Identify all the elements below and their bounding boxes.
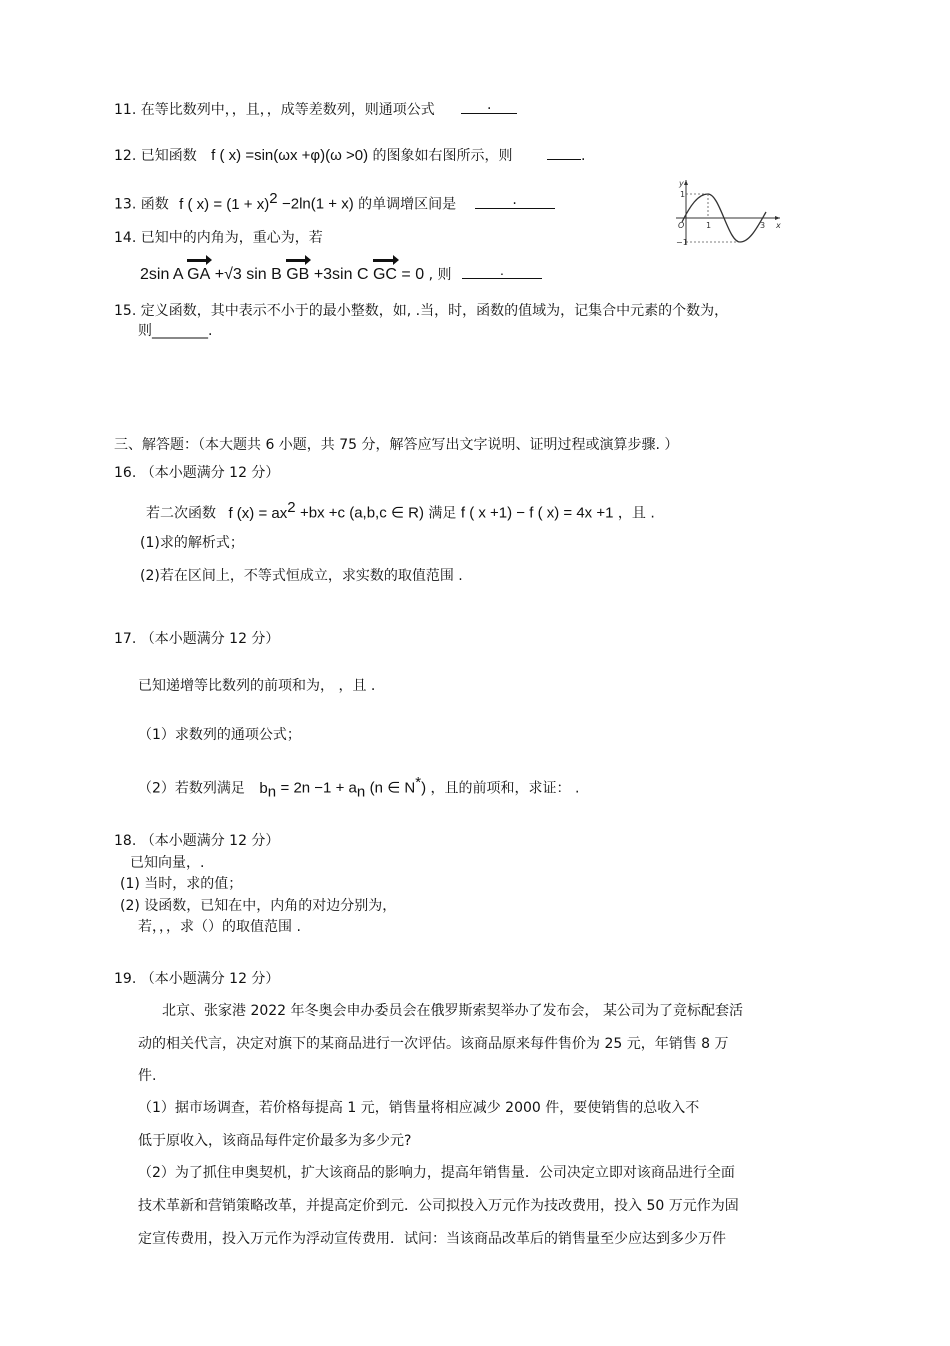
q17-part1: （1）求数列的通项公式； (138, 727, 301, 743)
y-axis-arrow (684, 180, 688, 185)
q19-line8: 定宣传费用，投入万元作为浮动宣传费用．试问：当该商品改革后的销售量至少应达到多少万件 (138, 1231, 726, 1247)
q13-suffix: 的单调增区间是 (358, 196, 457, 213)
q16-head: 16. （本小题满分 12 分） (114, 465, 280, 481)
q15-line1: 15. 定义函数，其中表示不小于的最小整数，如, .当，时，函数的值域为，记集合中元素的个数为， (114, 303, 729, 319)
q11-blank: . (461, 99, 517, 114)
q17-p2-formula: = 2n −1 + a (280, 779, 357, 797)
q17-p2-formula3: (n ∈ N (369, 779, 416, 797)
q12-formula: f ( x) =sin(ωx +φ)(ω >0) (211, 147, 369, 164)
q16-formula3: f ( x +1) − f ( x) = 4x +1 (460, 504, 614, 522)
q19-line1: 北京、张家港 2022 年冬奥会申办委员会在俄罗斯索契举办了发布会， 某公司为了竞标配套活 (162, 1003, 743, 1019)
question-11 (114, 99, 517, 120)
q14-blank: . (462, 264, 542, 279)
q19-line3: 件. (138, 1068, 157, 1084)
q17-p2-b: b (259, 779, 268, 797)
q16-part2: (2)若在区间上，不等式恒成立，求实数的取值范围 . (140, 568, 463, 584)
q19-line4: （1）据市场调查，若价格每提高 1 元，销售量将相应减少 2000 件，要使销售的总收入不 (138, 1100, 700, 1116)
q16-formula2: +bx +c (a,b,c ∈ R) (300, 504, 424, 522)
q15-line2: 则________. (138, 323, 213, 339)
q17-line1: 已知递增等比数列的前项和为， ，且 . (138, 678, 376, 694)
q18-part3: 若，，，求（）的取值范围 . (138, 919, 301, 935)
q14-equation (140, 264, 542, 285)
origin-label: O (678, 221, 685, 230)
q16-prefix: 若二次函数 (146, 505, 216, 522)
q13-formula: f ( x) = (1 + x) (179, 195, 270, 213)
q19-line6: （2）为了抓住申奥契机，扩大该商品的影响力，提高年销售量．公司决定立即对该商品进行全面 (138, 1165, 735, 1181)
q14-f3: +3sin C (313, 266, 369, 283)
q16-sup: 2 (287, 499, 296, 516)
q14-f4: = 0 (401, 266, 425, 283)
y-label: y (679, 179, 684, 188)
q19-line7: 技术革新和营销策略改革，并提高定价到元．公司拟投入万元作为技改费用，投入 50 万元作为固 (138, 1198, 739, 1214)
q11-text: 11. 在等比数列中，，且，，成等差数列，则通项公式 (114, 102, 435, 118)
y-neg-label: −1 (676, 238, 688, 247)
q16-mid: 满足 (428, 505, 457, 522)
q13-sup: 2 (269, 190, 278, 207)
section-3-heading: 三、解答题：（本大题共 6 小题，共 75 分，解答应写出文字说明、证明过程或演算步骤. ） (114, 437, 679, 453)
y-pos-label: 1 (680, 190, 686, 199)
q12-suffix: 的图象如右图所示，则 (372, 148, 513, 164)
q12-blank (547, 145, 581, 160)
q18-part1: (1) 当时，求的值； (120, 876, 243, 892)
q13-formula2: −2ln(1 + x) (281, 195, 354, 213)
x-axis-arrow (775, 216, 780, 220)
q14-vec-ga: GA (187, 266, 211, 283)
q16-line1 (146, 498, 655, 524)
q17-p2-prefix: （2）若数列满足 (138, 780, 245, 797)
q14-suffix: , 则 (428, 267, 452, 283)
sine-graph (672, 176, 784, 248)
q13-prefix: 13. 函数 (114, 196, 169, 213)
x-label: x (776, 221, 781, 230)
q16-formula1: f (x) = ax (228, 504, 288, 522)
q14-vec-gc: GC (372, 266, 397, 283)
q14-f1: 2sin A (140, 266, 183, 283)
q18-line1: 已知向量，. (130, 855, 205, 871)
q16-suffix: ，且 . (617, 505, 655, 522)
q17-p2-suffix: ，且的前项和，求证： . (430, 780, 580, 797)
q19-head: 19. （本小题满分 12 分） (114, 971, 280, 987)
q17-head: 17. （本小题满分 12 分） (114, 631, 280, 647)
q14-text: 14. 已知中的内角为，重心为，若 (114, 230, 323, 246)
tick-3-label: 3 (760, 221, 766, 230)
question-14 (114, 228, 323, 248)
q18-part2: (2) 设函数，已知在中，内角的对边分别为， (120, 898, 397, 914)
q16-part1: (1)求的解析式； (140, 535, 244, 551)
q19-line2: 动的相关代言，决定对旗下的某商品进行一次评估。该商品原来每件售价为 25 元，年销售 8 万 (138, 1036, 729, 1052)
q12-prefix: 12. 已知函数 (114, 148, 197, 164)
question-13 (114, 189, 555, 215)
q14-vec-gb: GB (286, 266, 310, 283)
q17-part2: （2）若数列满足 $b_n = 2n -1 + a_n$ (n ∈ N*) ，且的前项和，求证： . (138, 774, 580, 801)
q14-f2: +√3 sin B (214, 266, 282, 283)
q19-line5: 低于原收入，该商品每件定价最多为多少元? (138, 1133, 412, 1149)
question-12: 12. 已知函数 f ( x) =sin(ωx +φ)(ω >0) 的图象如右图所示，则 . (114, 147, 586, 164)
q18-head: 18. （本小题满分 12 分） (114, 833, 280, 849)
q13-blank: . (475, 194, 555, 209)
tick-1-label: 1 (706, 221, 712, 230)
